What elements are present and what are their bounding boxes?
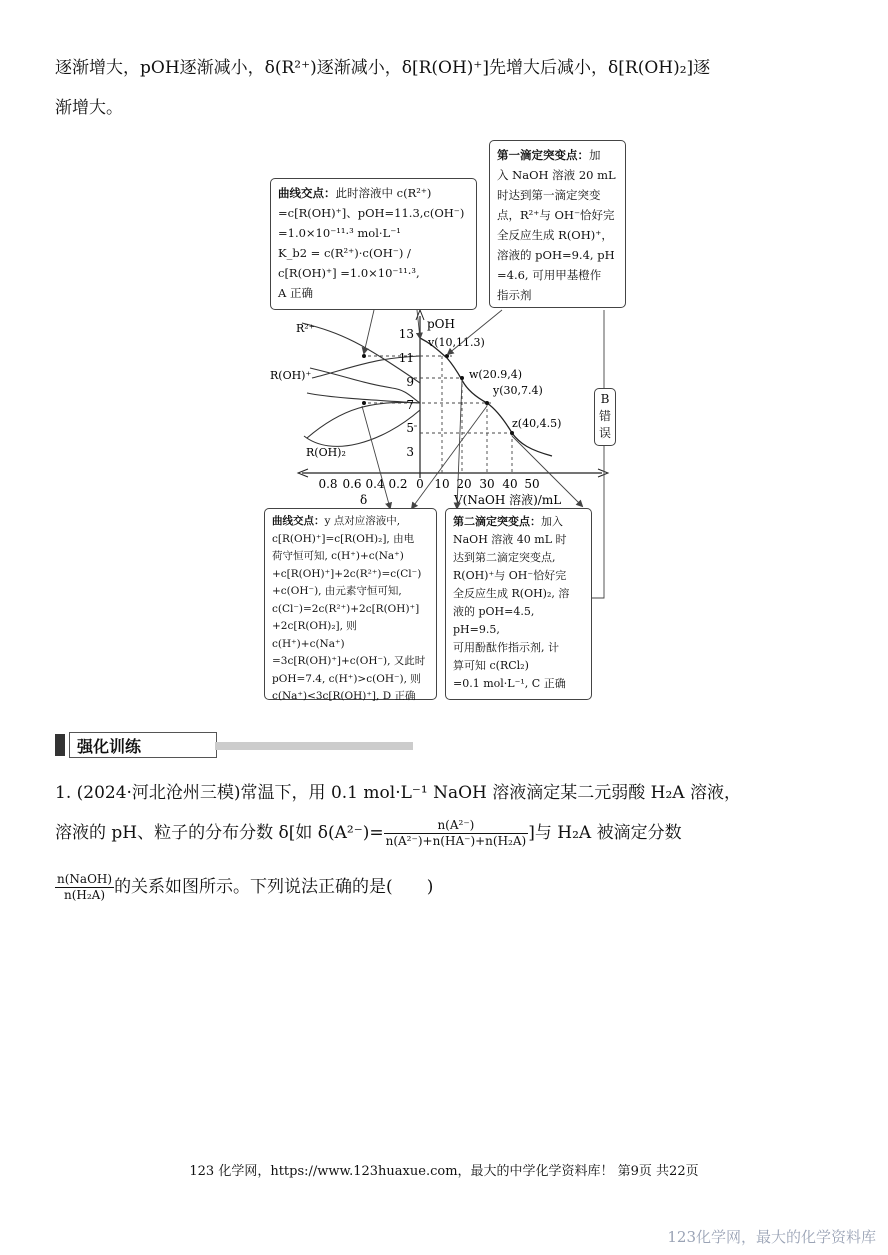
v-axis-label: V(NaOH 溶液)/mL <box>454 493 562 507</box>
delta-tick: 0.6 <box>342 477 362 491</box>
v-tick: 40 <box>502 477 518 491</box>
point-label-v: v(10,11.3) <box>428 336 485 349</box>
y-tick: 13 <box>398 327 414 341</box>
box-curve-intersection-1: 曲线交点：此时溶液中 c(R²⁺) =c[R(OH)⁺]、pOH=11.3,c(OH⁻) =1.0×10⁻¹¹·³ mol·L⁻¹ K_b2 = c(R²⁺)·c(OH⁻) / c[R(OH)⁺] =1.0×10⁻¹¹·³, A 正确 <box>270 178 477 310</box>
species-label: R²⁺ <box>296 322 315 335</box>
y-tick: 7 <box>406 398 414 412</box>
box-first-endpoint: 第一滴定突变点：加 入 NaOH 溶液 20 mL 时达到第一滴定突变 点，R²⁺与 OH⁻恰好完 全反应生成 R(OH)⁺， 溶液的 pOH=9.4, pH =4.6, 可用甲基橙作 指示剂 <box>489 140 626 308</box>
intro-line-1: 逐渐增大，pOH逐渐减小，δ(R²⁺)逐渐减小，δ[R(OH)⁺]先增大后减小，δ[R(OH)₂]逐 <box>55 58 711 78</box>
question-line-1: 1. (2024·河北沧州三模)常温下，用 0.1 mol·L⁻¹ NaOH 溶液滴定某二元弱酸 H₂A 溶液， <box>55 783 741 803</box>
intro-line-2: 渐增大。 <box>55 98 123 118</box>
y-tick: 3 <box>406 445 414 459</box>
y-tick: 11 <box>398 351 414 365</box>
fraction-titrated: $\frac{\text{n(NaOH)}}{\text{n(H₂A)}}$ <box>57 872 113 902</box>
species-label: R(OH)⁺ <box>270 369 312 382</box>
page-footer: 123 化学网，https://www.123huaxue.com，最大的中学化学资料库！ 第9页 共22页 <box>189 1164 699 1179</box>
y-tick: 5 <box>406 421 414 435</box>
v-tick: 10 <box>434 477 450 491</box>
section-bar-icon <box>55 734 65 756</box>
v-tick: 20 <box>456 477 472 491</box>
watermark: 123化学网，最大的化学资料库 <box>667 1228 876 1246</box>
fraction-delta: $\frac{\text{n(A²⁻)}}{\text{n(A²⁻)+n(HA⁻)+n(H₂A)}}$ <box>385 818 527 848</box>
delta-tick: 0.2 <box>388 477 408 491</box>
species-label: R(OH)₂ <box>306 446 346 459</box>
question-line-3: $\frac{\text{n(NaOH)}}{\text{n(H₂A)}}$ 的关系如图所示。下列说法正确的是( ) <box>57 872 434 902</box>
delta-tick: 0.4 <box>365 477 385 491</box>
box-second-endpoint: 第二滴定突变点：加入 NaOH 溶液 40 mL 时 达到第二滴定突变点, R(OH)⁺与 OH⁻恰好完 全反应生成 R(OH)₂, 溶 液的 pOH=4.5, pH=9.5, 可用酚酞作指示剂, 计 算可知 c(RCl₂) =0.1 mol·L⁻¹, C 正确 <box>445 508 592 700</box>
section-title: 强化训练 <box>77 737 142 756</box>
delta-tick: 0.8 <box>318 477 338 491</box>
box-b-wrong: B 错 误 <box>594 388 616 446</box>
point-label-w: w(20.9,4) <box>469 368 522 381</box>
point-label-y: y(30,7.4) <box>493 384 543 397</box>
intro-paragraph <box>55 48 855 128</box>
box-curve-intersection-2: 曲线交点：y 点对应溶液中, c[R(OH)⁺]=c[R(OH)₂], 由电 荷守恒可知, c(H⁺)+c(Na⁺) +c[R(OH)⁺]+2c(R²⁺)=c(Cl⁻) +c(OH⁻), 由元素守恒可知, c(Cl⁻)=2c(R²⁺)+2c[R(OH)⁺] +2c[R(OH)₂], 则 c(H⁺)+c(Na⁺) =3c[R(OH)⁺]+c(OH⁻), 又此时 pOH=7.4, c(H⁺)>c(OH⁻), 则 c(Na⁺)<3c[R(OH)⁺], D 正确 <box>264 508 437 700</box>
point-label-z: z(40,4.5) <box>512 417 562 430</box>
section-header <box>55 732 415 758</box>
question-line-2: 溶液的 pH、粒子的分布分数 δ[如 δ(A²⁻)= $\frac{\text{n(A²⁻)}}{\text{n(A²⁻)+n(HA⁻)+n(H₂A)}}$ ]与 H₂A 被滴定分数 <box>55 818 682 848</box>
delta-axis-label: δ <box>360 493 368 507</box>
v-tick: 30 <box>479 477 495 491</box>
y-tick: 9 <box>406 375 414 389</box>
v-tick: 50 <box>524 477 540 491</box>
delta-tick: 0 <box>416 477 424 491</box>
y-axis-label: pOH <box>427 317 455 331</box>
